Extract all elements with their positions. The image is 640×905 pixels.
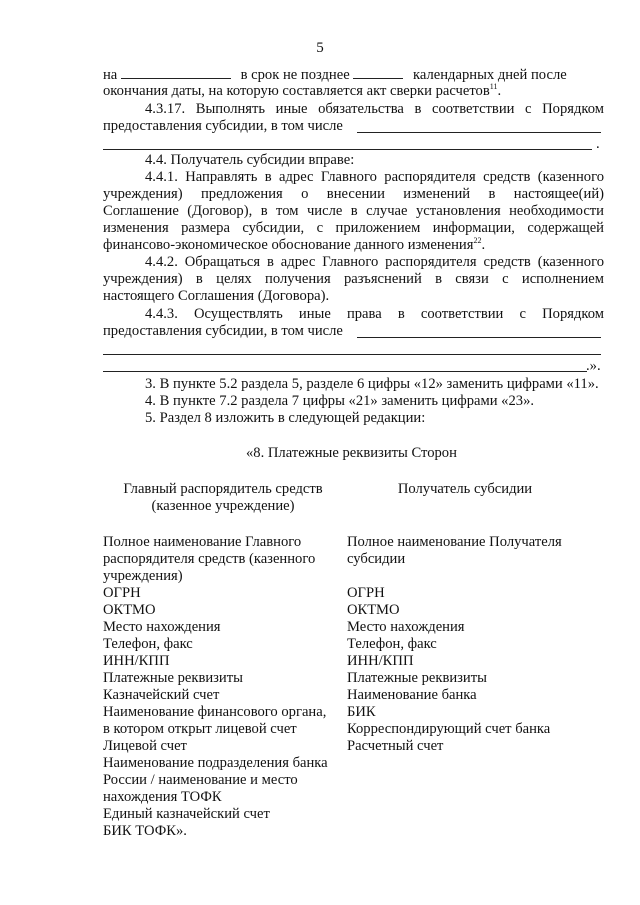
list-item: ОГРН: [103, 585, 141, 601]
list-item: России / наименование и место: [103, 772, 298, 788]
list-item: Телефон, факс: [347, 636, 437, 652]
blank-line: [103, 371, 587, 372]
list-item: субсидии: [347, 551, 406, 567]
list-item: ОГРН: [347, 585, 385, 601]
item-3: 3. В пункте 5.2 раздела 5, разделе 6 цифры «12» заменить цифрами «11».: [145, 376, 599, 392]
list-item: Полное наименование Получателя: [347, 534, 562, 550]
blank-line: [103, 354, 601, 355]
blank-field: [353, 66, 403, 79]
left-column-header: Главный распорядитель средств (казенное учреждение): [123, 481, 323, 514]
clause-4-4: 4.4. Получатель субсидии вправе:: [145, 152, 355, 168]
right-column-header: Получатель субсидии: [397, 481, 533, 497]
list-item: нахождения ТОФК: [103, 789, 222, 805]
blank-line: [357, 337, 601, 338]
right-requisites-list: [347, 534, 562, 755]
list-item: ИНН/КПП: [103, 653, 170, 669]
blank-field: [121, 66, 231, 79]
section-title: «8. Платежные реквизиты Сторон: [246, 445, 457, 461]
clause-4-3-17-line2: предоставления субсидии, в том числе: [103, 118, 343, 134]
list-item: Наименование финансового органа,: [103, 704, 327, 720]
list-item: Место нахождения: [103, 619, 221, 635]
list-item: распорядителя средств (казенного: [103, 551, 316, 567]
clause-4-4-3: 4.4.3. Осуществлять иные права в соответствии с Порядком: [145, 306, 604, 322]
list-item: Корреспондирующий счет банка: [347, 721, 551, 737]
list-item: Телефон, факс: [103, 636, 193, 652]
list-item: Платежные реквизиты: [103, 670, 243, 686]
list-item: Место нахождения: [347, 619, 465, 635]
deadline-line: на в срок не позднее календарных дней после: [103, 67, 567, 83]
clause-4-3-17: 4.3.17. Выполнять иные обязательства в соответствии с Порядком: [145, 101, 604, 117]
list-item: в котором открыт лицевой счет: [103, 721, 297, 737]
list-item: Казначейский счет: [103, 687, 220, 703]
clause-4-4-2: 4.4.2. Обращаться в адрес Главного распорядителя средств (казенного: [145, 254, 604, 270]
page-number: 5: [316, 40, 324, 56]
list-item: Лицевой счет: [103, 738, 187, 754]
list-item: БИК: [347, 704, 376, 720]
list-item: ИНН/КПП: [347, 653, 414, 669]
list-item: Наименование банка: [347, 687, 477, 703]
list-item: Платежные реквизиты: [347, 670, 487, 686]
list-item: Полное наименование Главного: [103, 534, 302, 550]
list-item: ОКТМО: [347, 602, 400, 618]
blank-line: [357, 132, 601, 133]
list-item: Наименование подразделения банка: [103, 755, 328, 771]
item-5: 5. Раздел 8 изложить в следующей редакции:: [145, 410, 426, 426]
list-item: учреждения): [103, 568, 183, 584]
blank-line: [103, 149, 592, 150]
clause-4-4-1: 4.4.1. Направлять в адрес Главного распорядителя средств (казенного: [145, 169, 604, 185]
item-4: 4. В пункте 7.2 раздела 7 цифры «21» заменить цифрами «23».: [145, 393, 535, 409]
document-page: 5 на в срок не позднее календарных дней после окончания даты, на которую составляется акт сверки расчетов$^{11}$. 4.3.17. Выполнять иные обязательства в соответствии с Порядком предоставления субсидии, в том числе . 4.4. Получатель субсидии вправе: 4.4.1. Направлять в адрес Главного распорядителя средств (казенного учреждения) предложения о внесении изменений в настоящее(ий) Соглашение (Договор), в том числе в случае установления необходимости изменения размера субсидии, с приложением информации, содержащей финансово-экономическое обоснование данного изменения$^{22}$. 4.4.2. Обращаться в адрес Главного распорядителя средств (казенного учреждения) в целях получения разъяснений в связи с исполнением настоящего Соглашения (Договора). 4.4.3. Осуществлять иные права в соответствии с Порядком предоставления субсидии, в том числе .». 3. В пункте 5.2 раздела 5, разделе 6 цифры «12» заменить цифрами «11». 4. В пункте 7.2 раздела 7 цифры «21» заменить цифрами «23». 5. Раздел 8 изложить в следующей редакции: «8. Платежные реквизиты Сторон Главный распорядитель средств (казенное учреждение) Получатель субсидии Полное наименование Главного распорядителя средств (казенного учреждения) ОГРН ОКТМО Место нахождения Телефон, факс ИНН/КПП Платежные реквизиты Казначейский счет Наименование финансового органа, в котором открыт лицевой счет Лицевой счет Наименование подразделения банка России / наименование и место нахождения ТОФК Единый казначейский счет БИК ТОФК». Полное наименование Получателя субсидии ОГРН ОКТМО Место нахождения Телефон, факс ИНН/КПП Платежные реквизиты Наименование банка БИК Корреспондирующий счет банка Расчетный счет: [0, 0, 640, 905]
list-item: ОКТМО: [103, 602, 156, 618]
list-spacer: [347, 568, 562, 585]
list-item: Единый казначейский счет: [103, 806, 270, 822]
list-item: БИК ТОФК».: [103, 823, 187, 839]
reconciliation-line: окончания даты, на которую составляется акт сверки расчетов$^{11}$.: [103, 82, 502, 99]
left-requisites-list: [103, 534, 328, 840]
list-item: Расчетный счет: [347, 738, 444, 754]
